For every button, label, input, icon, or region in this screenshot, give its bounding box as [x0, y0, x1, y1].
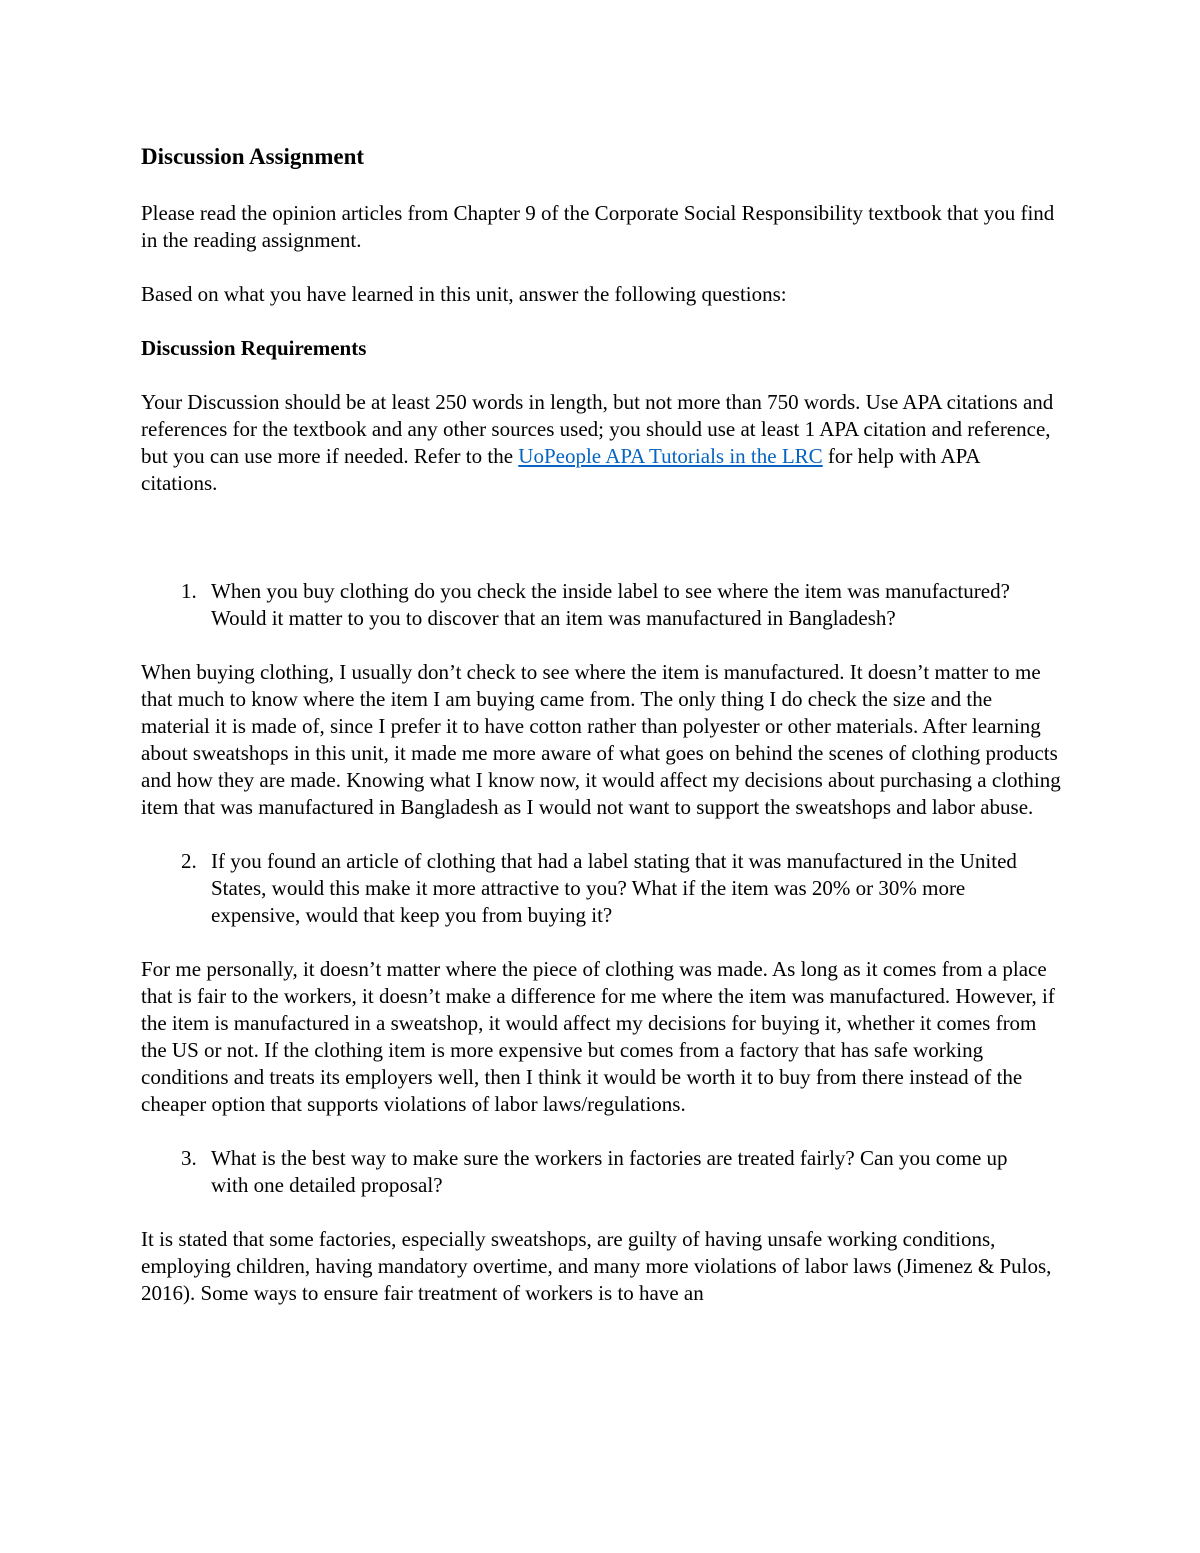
answer-paragraph: When buying clothing, I usually don’t check to see where the item is manufactured. It doesn’t matter to me that much to know where the item I am buying came from. The only thing I do check the size and the material it is made of, since I prefer it to have cotton rather than polyester or other materials. After learning about sweatshops in this unit, it made me more aware of what goes on behind the scenes of clothing products and how they are made. Knowing what I know now, it would affect my decisions about purchasing a clothing item that was manufactured in Bangladesh as I would not want to support the sweatshops and labor abuse. [141, 660, 1061, 819]
question-item [141, 578, 1061, 632]
question-text: If you found an article of clothing that had a label stating that it was manufactured in the United States, would this make it more attractive to you? What if the item was 20% or 30% more expensive, would that keep you from buying it? [211, 849, 1017, 927]
answer-paragraph: For me personally, it doesn’t matter where the piece of clothing was made. As long as it comes from a place that is fair to the workers, it doesn’t make a difference for me where the item was manufactured. However, if the item is manufactured in a sweatshop, it would affect my decisions for buying it, whether it comes from the US or not. If the clothing item is more expensive but comes from a factory that has safe working conditions and treats its employers well, then I think it would be worth it to buy from there instead of the cheaper option that supports violations of labor laws/regulations. [141, 957, 1055, 1116]
spacer [141, 524, 1061, 578]
question-text: What is the best way to make sure the workers in factories are treated fairly? Can you come up with one detailed proposal? [211, 1146, 1008, 1197]
question-number: 3. [181, 1146, 197, 1170]
question-text: When you buy clothing do you check the inside label to see where the item was manufactured? Would it matter to you to discover that an item was manufactured in Bangladesh? [211, 579, 1010, 630]
question-item [141, 848, 1061, 929]
requirements-paragraph [141, 389, 1061, 497]
document-title: Discussion Assignment [141, 144, 365, 169]
question-number: 1. [181, 579, 197, 603]
question-number-cell [141, 1145, 211, 1199]
question-number-cell [141, 848, 211, 929]
apa-tutorials-link[interactable]: UoPeople APA Tutorials in the LRC [518, 444, 823, 468]
answer-paragraph: It is stated that some factories, especially sweatshops, are guilty of having unsafe working conditions, employing children, having mandatory overtime, and many more violations of labor laws (Jimenez & Pulos, 2016). Some ways to ensure fair treatment of workers is to have an [141, 1227, 1052, 1305]
question-item [141, 1145, 1061, 1199]
question-number-cell [141, 578, 211, 632]
intro-paragraph: Based on what you have learned in this unit, answer the following questions: [141, 282, 787, 306]
requirements-text: Your Discussion should be at least 250 words in length, but not more than 750 words. Use APA citations and references for the textbook and any other sources used; you should use at least 1 APA citation and reference, but you can use more if needed. Refer to the [141, 390, 1054, 468]
requirements-text-end: for help with APA citations. [141, 444, 980, 495]
intro-paragraph: Please read the opinion articles from Chapter 9 of the Corporate Social Responsibility textbook that you find in the reading assignment. [141, 201, 1055, 252]
document-content [141, 142, 1061, 1334]
question-number: 2. [181, 849, 197, 873]
requirements-heading: Discussion Requirements [141, 336, 367, 360]
